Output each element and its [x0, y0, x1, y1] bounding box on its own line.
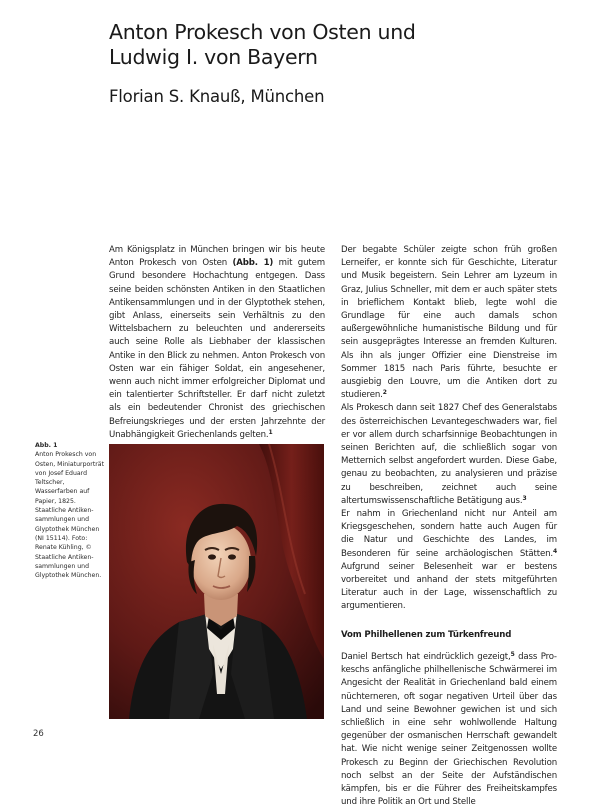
figure-caption: [35, 441, 105, 580]
article-title: [109, 20, 549, 70]
title-line-1: Anton Prokesch von Osten und: [109, 20, 416, 44]
paragraph-levant-text: Als Prokesch dann seit 1827 Chef des Generalstabs des österreichischen Levantegeschwaders war, fiel er vor allem durch scharfsinnige Beobachtungen in seinen Berichten auf, die schließlich sogar von Metternich selbst angefordert wurden. Diese Gabe, genau zu beobachten, zu analysieren und präzise zu beschreiben, zeichnet auch seine altertumswissenschaftliche Betätigung aus.: [341, 403, 557, 506]
intro-paragraph: [109, 244, 325, 442]
footnote-marker-2[interactable]: 2: [382, 389, 387, 397]
footnote-marker-4[interactable]: 4: [552, 547, 557, 555]
paragraph-education-text: Der begabte Schüler zeigte schon früh großen Lerneifer, er konnte sich für Geschichte, Literatur und Musik begeistern. Sein Lehrer am Lyzeum in Graz, Julius Schneller, mit dem er auch später stets in brieflichem Kontakt blieb, legte wohl die Grundlage für eine auch damals schon außergewöhnliche humanistische Bildung und für sein ausgeprägtes Interesse an fremden Kulturen. Als ihn als junger Offizier eine Dienstreise im Sommer 1815 nach Paris führte, besuchte er ausgiebig den Louvre, um die Antiken dort zu studieren.: [341, 245, 557, 401]
portrait-figure: [109, 444, 324, 719]
left-column: [109, 244, 325, 442]
page-number: 26: [33, 729, 44, 739]
footnote-marker-5[interactable]: 5: [510, 650, 515, 658]
caption-text: Anton Prokesch von Osten, Miniaturporträt von Josef Eduard Teltscher, Wasserfarben auf Papier, 1825. Staatliche Antikensammlungen und Glyptothek München (NI 15114). Foto: Renate Kühling, © Staatliche Antikensammlungen und Glyptothek München.: [35, 451, 105, 580]
caption-label: Abb. 1: [35, 442, 58, 449]
paragraph-bertsch-text-b: dass Prokeschs anfängliche philhellenische Schwärmerei im Angesicht der Realität in Griechenland bald einem nüchterneren, oft sogar negativen Urteil über das Land und seine Bewohner gewichen ist und sich schließlich in eine sehr wohlwollende Haltung gegenüber der osmanischen Herrschaft gewandelt hat. Wie nicht wenige seiner Zeitgenossen wollte Prokesch zu Beginn der Griechischen Revolution noch selbst an der Seite der Aufständischen kämpfen, bis er die Führer des Freiheitskampfes und ihre Politik an Ort und Stelle: [341, 651, 557, 808]
paragraph-bertsch-text-a: Daniel Bertsch hat eindrücklich gezeigt,: [341, 651, 511, 662]
figure-reference[interactable]: (Abb. 1): [232, 258, 274, 269]
title-line-2: Ludwig I. von Bayern: [109, 45, 318, 69]
paragraph-greece-text-a: Er nahm in Griechenland nicht nur Anteil am Kriegsgeschehen, sondern hatte auch Augen für die Natur und Geschichte des Landes, im Besonderen für seine archäologischen Stätten.: [341, 509, 557, 559]
author-line: Florian S. Knauß, München: [109, 87, 325, 106]
section-subheading: Vom Philhellenen zum Türkenfreund: [341, 629, 512, 640]
paragraph-education: [341, 244, 557, 402]
intro-text-b: mit gutem Grund besondere Hochachtung entgegen. Dass seine beiden schönsten Antiken in den Staatlichen Antikensammlungen und in der Glyptothek stehen, gibt Anlass, einerseits sein Verhältnis zu den Wittelsbachern zu beleuchten und andererseits auch seine Rolle als Liebhaber der klassischen Antike in den Blick zu nehmen. Anton Prokesch von Osten war ein fähiger Soldat, ein angesehener, wenn auch nicht immer erfolgreicher Diplomat und ein talentierter Schriftsteller. Er darf nicht zuletzt als ein bedeutender Chronist des griechischen Befreiungskrieges und der ersten Jahrzehnte der Unabhängigkeit Griechenlands gelten.: [109, 258, 325, 440]
right-column: [341, 244, 557, 809]
paragraph-levant: [341, 402, 557, 508]
paragraph-greece-text-b: Aufgrund seiner Belesenheit war er bestens vorbereitet und anhand der stets mitgeführten Literatur auch in der Lage, wissenschaftlich zu argumentieren.: [341, 561, 557, 612]
paragraph-bertsch: [341, 651, 557, 809]
footnote-marker-3[interactable]: 3: [522, 494, 527, 502]
paragraph-greece: [341, 508, 557, 614]
portrait-illustration: [109, 444, 324, 719]
footnote-marker-1[interactable]: 1: [268, 428, 273, 436]
intro-text-a: Am Königsplatz in München bringen wir bis heute Anton Prokesch von Osten: [109, 245, 325, 269]
